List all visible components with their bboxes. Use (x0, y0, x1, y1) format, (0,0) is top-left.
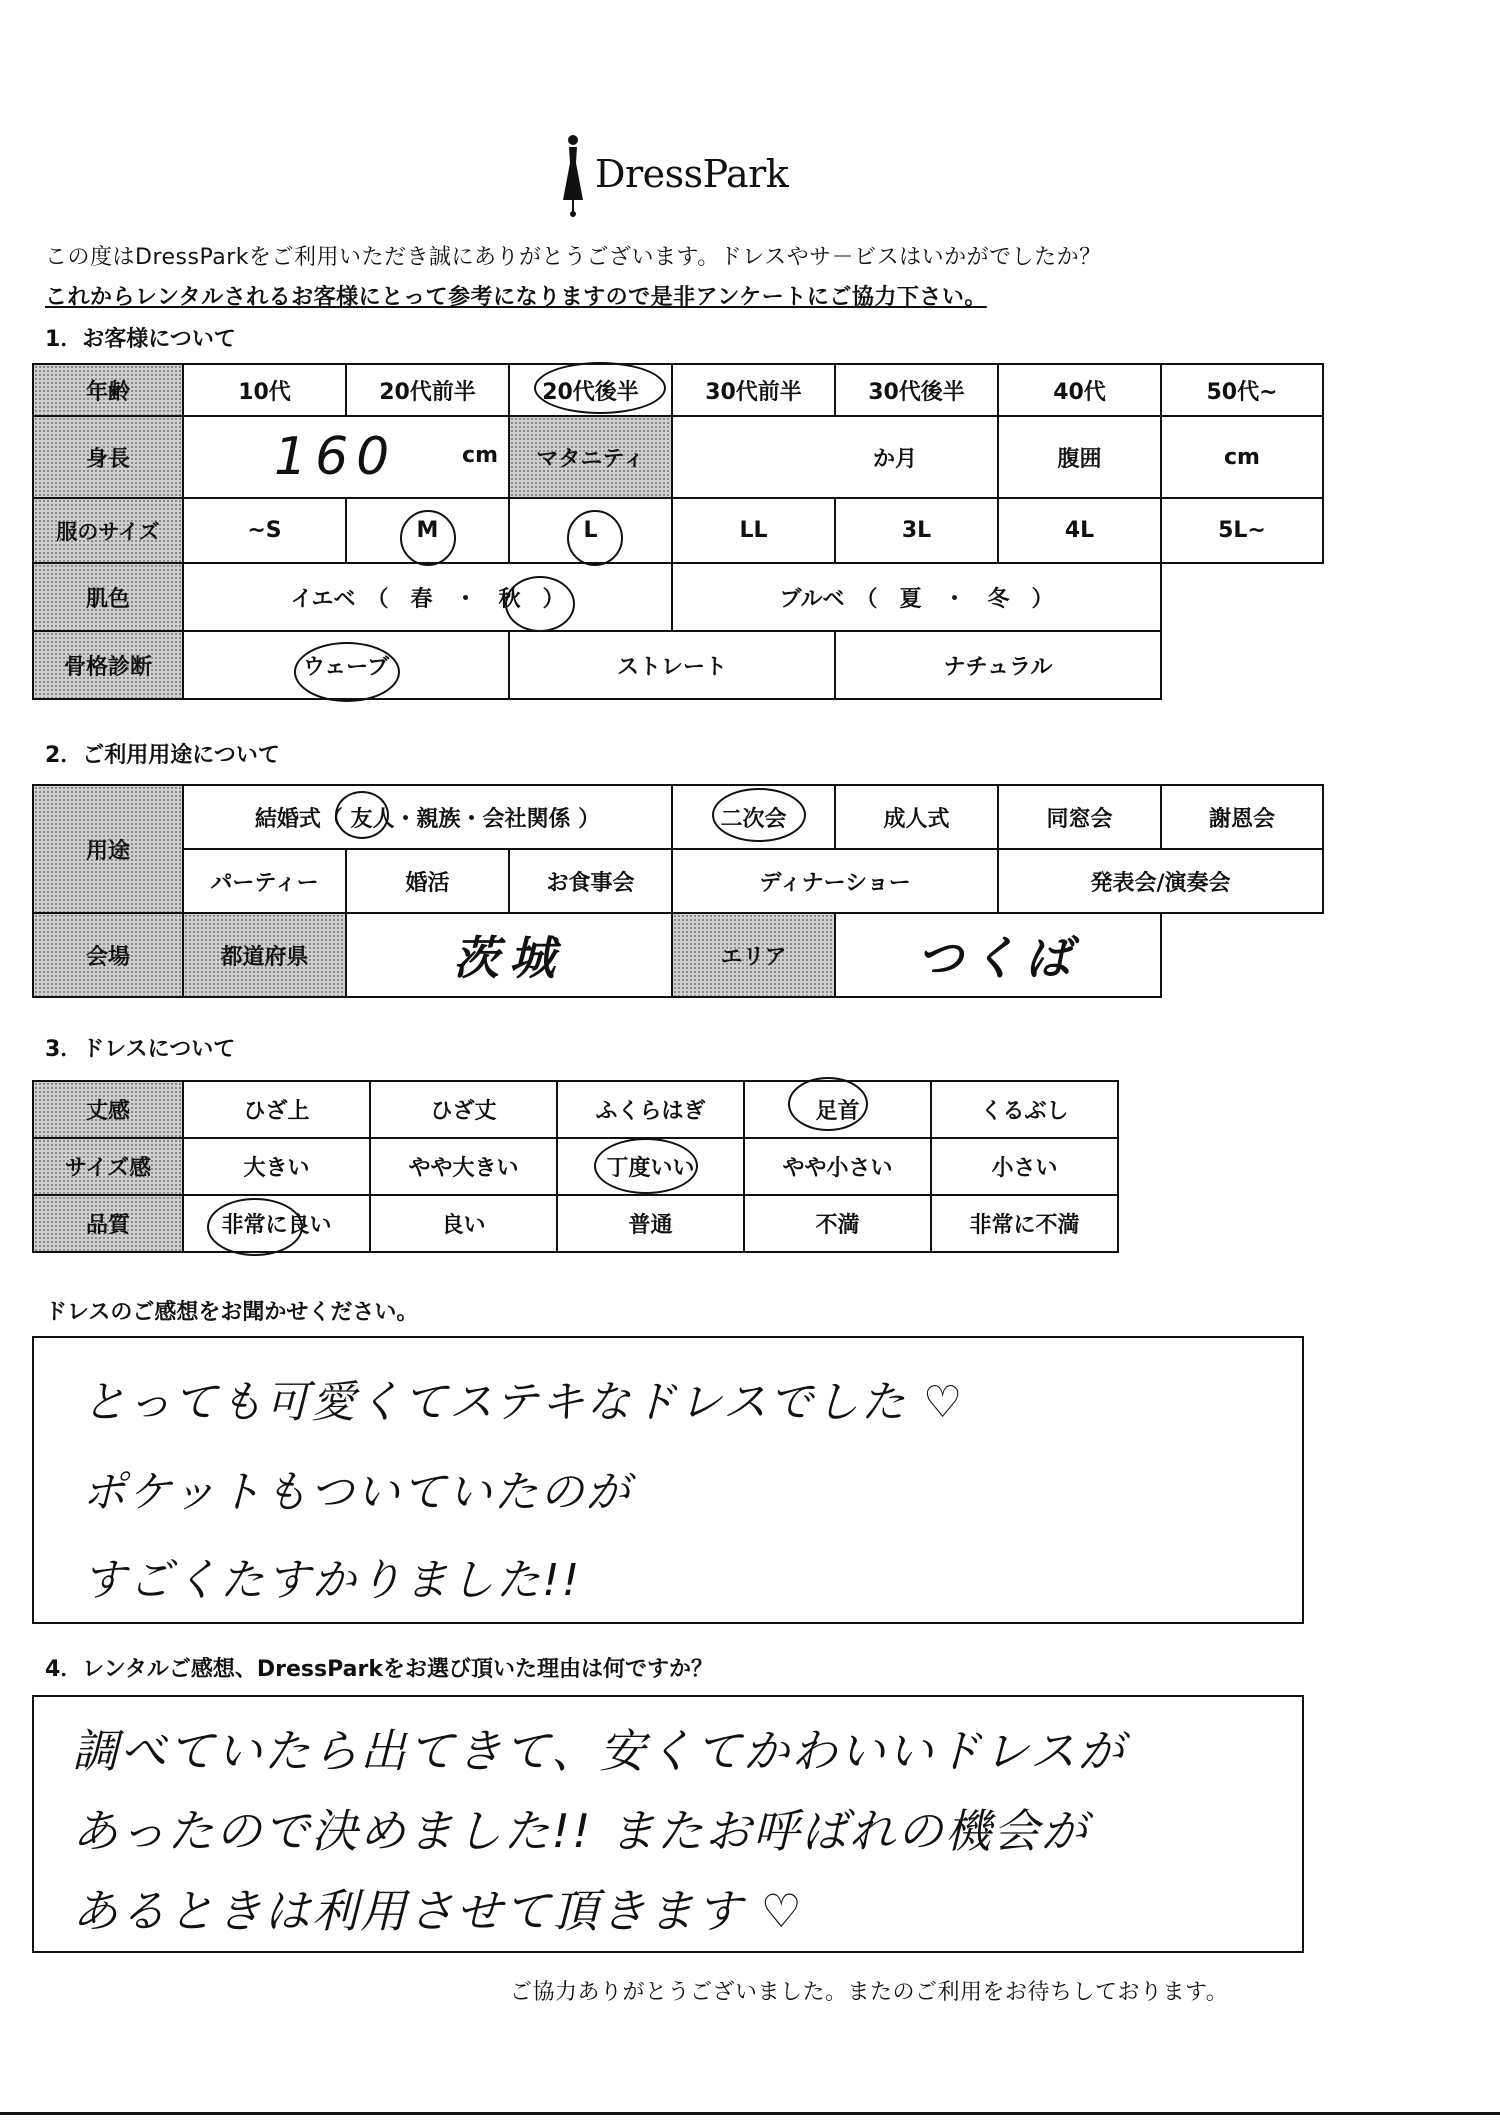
fit-option[interactable]: 小さい (931, 1138, 1118, 1195)
bottom-rule (0, 2112, 1500, 2115)
size-option[interactable]: 5L~ (1161, 498, 1323, 563)
usage-option-selected[interactable]: 二次会 (672, 785, 835, 849)
usage-option[interactable]: 発表会/演奏会 (998, 849, 1323, 913)
age-option[interactable]: 40代 (998, 364, 1161, 416)
length-label: 丈感 (33, 1081, 183, 1138)
skin-yellow-option[interactable]: イエベ （ 春 ・ 秋 ） (183, 563, 672, 631)
length-option-selected[interactable]: 足首 (744, 1081, 931, 1138)
customer-info-table (32, 363, 1324, 700)
prefecture-field[interactable]: 茨城 (346, 913, 672, 997)
maternity-months-field[interactable] (672, 416, 998, 498)
prefecture-label: 都道府県 (183, 913, 346, 997)
size-option-selected[interactable]: L (509, 498, 672, 563)
frame-option-selected[interactable]: ウェーブ (183, 631, 509, 699)
months-unit: か月 (872, 446, 917, 472)
belly-label: 腹囲 (998, 416, 1161, 498)
impressions-line: すごくたすかりました!! (82, 1555, 582, 1606)
usage-option[interactable]: 同窓会 (998, 785, 1161, 849)
reason-line: 調べていたら出てきて、安くてかわいいドレスが (72, 1724, 1126, 1778)
section4-title: 4．レンタルご感想、DressParkをお選び頂いた理由は何ですか？ (45, 1657, 713, 1682)
intro-request: これからレンタルされるお客様にとって参考になりますので是非アンケートにご協力下さい。 (45, 285, 987, 310)
venue-label: 会場 (33, 913, 183, 997)
dress-silhouette-icon (553, 130, 593, 220)
height-value: 160 (274, 427, 398, 487)
quality-option[interactable]: 非常に不満 (931, 1195, 1118, 1252)
usage-table (32, 784, 1324, 998)
frame-option[interactable]: ストレート (509, 631, 835, 699)
usage-wedding-option[interactable]: 結婚式（ 友人・親族・会社関係 ） (183, 785, 672, 849)
fit-option[interactable]: やや小さい (744, 1138, 931, 1195)
brand-name: DressPark (595, 152, 789, 196)
length-option[interactable]: くるぶし (931, 1081, 1118, 1138)
fit-option[interactable]: やや大きい (370, 1138, 557, 1195)
quality-option[interactable]: 良い (370, 1195, 557, 1252)
skin-blue-option[interactable]: ブルベ （ 夏 ・ 冬 ） (672, 563, 1161, 631)
size-option[interactable]: ~S (183, 498, 346, 563)
maternity-label: マタニティ (509, 416, 672, 498)
height-field[interactable] (183, 416, 509, 498)
section1-title: 1．お客様について (45, 327, 236, 352)
reason-textarea[interactable] (32, 1695, 1304, 1953)
intro-text: この度はDressParkをご利用いただき誠にありがとうございます。ドレスやサ－ビスはいかがでしたか？ (45, 245, 1102, 270)
size-label: 服のサイズ (33, 498, 183, 563)
age-option-selected[interactable]: 20代後半 (509, 364, 672, 416)
size-option[interactable]: 3L (835, 498, 998, 563)
height-label: 身長 (33, 416, 183, 498)
fit-option-selected[interactable]: 丁度いい (557, 1138, 744, 1195)
reason-line: あるときは利用させて頂きます ♡ (72, 1884, 804, 1938)
impressions-line: ポケットもついていたのが (82, 1467, 632, 1518)
brand-logo (553, 130, 793, 220)
belly-unit: cm (1224, 444, 1260, 470)
quality-option[interactable]: 普通 (557, 1195, 744, 1252)
age-option[interactable]: 20代前半 (346, 364, 509, 416)
length-option[interactable]: ひざ丈 (370, 1081, 557, 1138)
usage-option[interactable]: ディナーショー (672, 849, 998, 913)
length-option[interactable]: ふくらはぎ (557, 1081, 744, 1138)
fit-label: サイズ感 (33, 1138, 183, 1195)
impressions-textarea[interactable] (32, 1336, 1304, 1624)
dress-table (32, 1080, 1119, 1253)
usage-option[interactable]: パーティー (183, 849, 346, 913)
thank-you-footer: ご協力ありがとうございました。またのご利用をお待ちしております。 (510, 1980, 1229, 2005)
usage-option[interactable]: 婚活 (346, 849, 509, 913)
impressions-line: とっても可愛くてステキなドレスでした ♡ (82, 1377, 965, 1428)
age-option[interactable]: 30代前半 (672, 364, 835, 416)
area-field[interactable]: つくば (835, 913, 1161, 997)
usage-option[interactable]: お食事会 (509, 849, 672, 913)
age-label: 年齢 (33, 364, 183, 416)
frame-label: 骨格診断 (33, 631, 183, 699)
quality-label: 品質 (33, 1195, 183, 1252)
quality-option-selected[interactable]: 非常に良い (183, 1195, 370, 1252)
usage-option[interactable]: 謝恩会 (1161, 785, 1323, 849)
reason-line: あったので決めました!! またお呼ばれの機会が (72, 1804, 1090, 1858)
empty-cell (1161, 631, 1323, 699)
empty-cell (1161, 913, 1323, 997)
empty-cell (1161, 563, 1323, 631)
age-option[interactable]: 30代後半 (835, 364, 998, 416)
usage-option[interactable]: 成人式 (835, 785, 998, 849)
skin-label: 肌色 (33, 563, 183, 631)
section3-title: 3．ドレスについて (45, 1037, 236, 1062)
length-option[interactable]: ひざ上 (183, 1081, 370, 1138)
usage-label: 用途 (33, 785, 183, 913)
area-label: エリア (672, 913, 835, 997)
fit-option[interactable]: 大きい (183, 1138, 370, 1195)
section2-title: 2．ご利用用途について (45, 743, 280, 768)
size-option[interactable]: 4L (998, 498, 1161, 563)
age-option[interactable]: 10代 (183, 364, 346, 416)
impressions-prompt: ドレスのご感想をお聞かせください。 (45, 1300, 419, 1325)
age-option[interactable]: 50代~ (1161, 364, 1323, 416)
frame-option[interactable]: ナチュラル (835, 631, 1161, 699)
size-option-selected[interactable]: M (346, 498, 509, 563)
quality-option[interactable]: 不満 (744, 1195, 931, 1252)
size-option[interactable]: LL (672, 498, 835, 563)
belly-field[interactable] (1161, 416, 1323, 498)
height-unit: cm (462, 443, 498, 468)
